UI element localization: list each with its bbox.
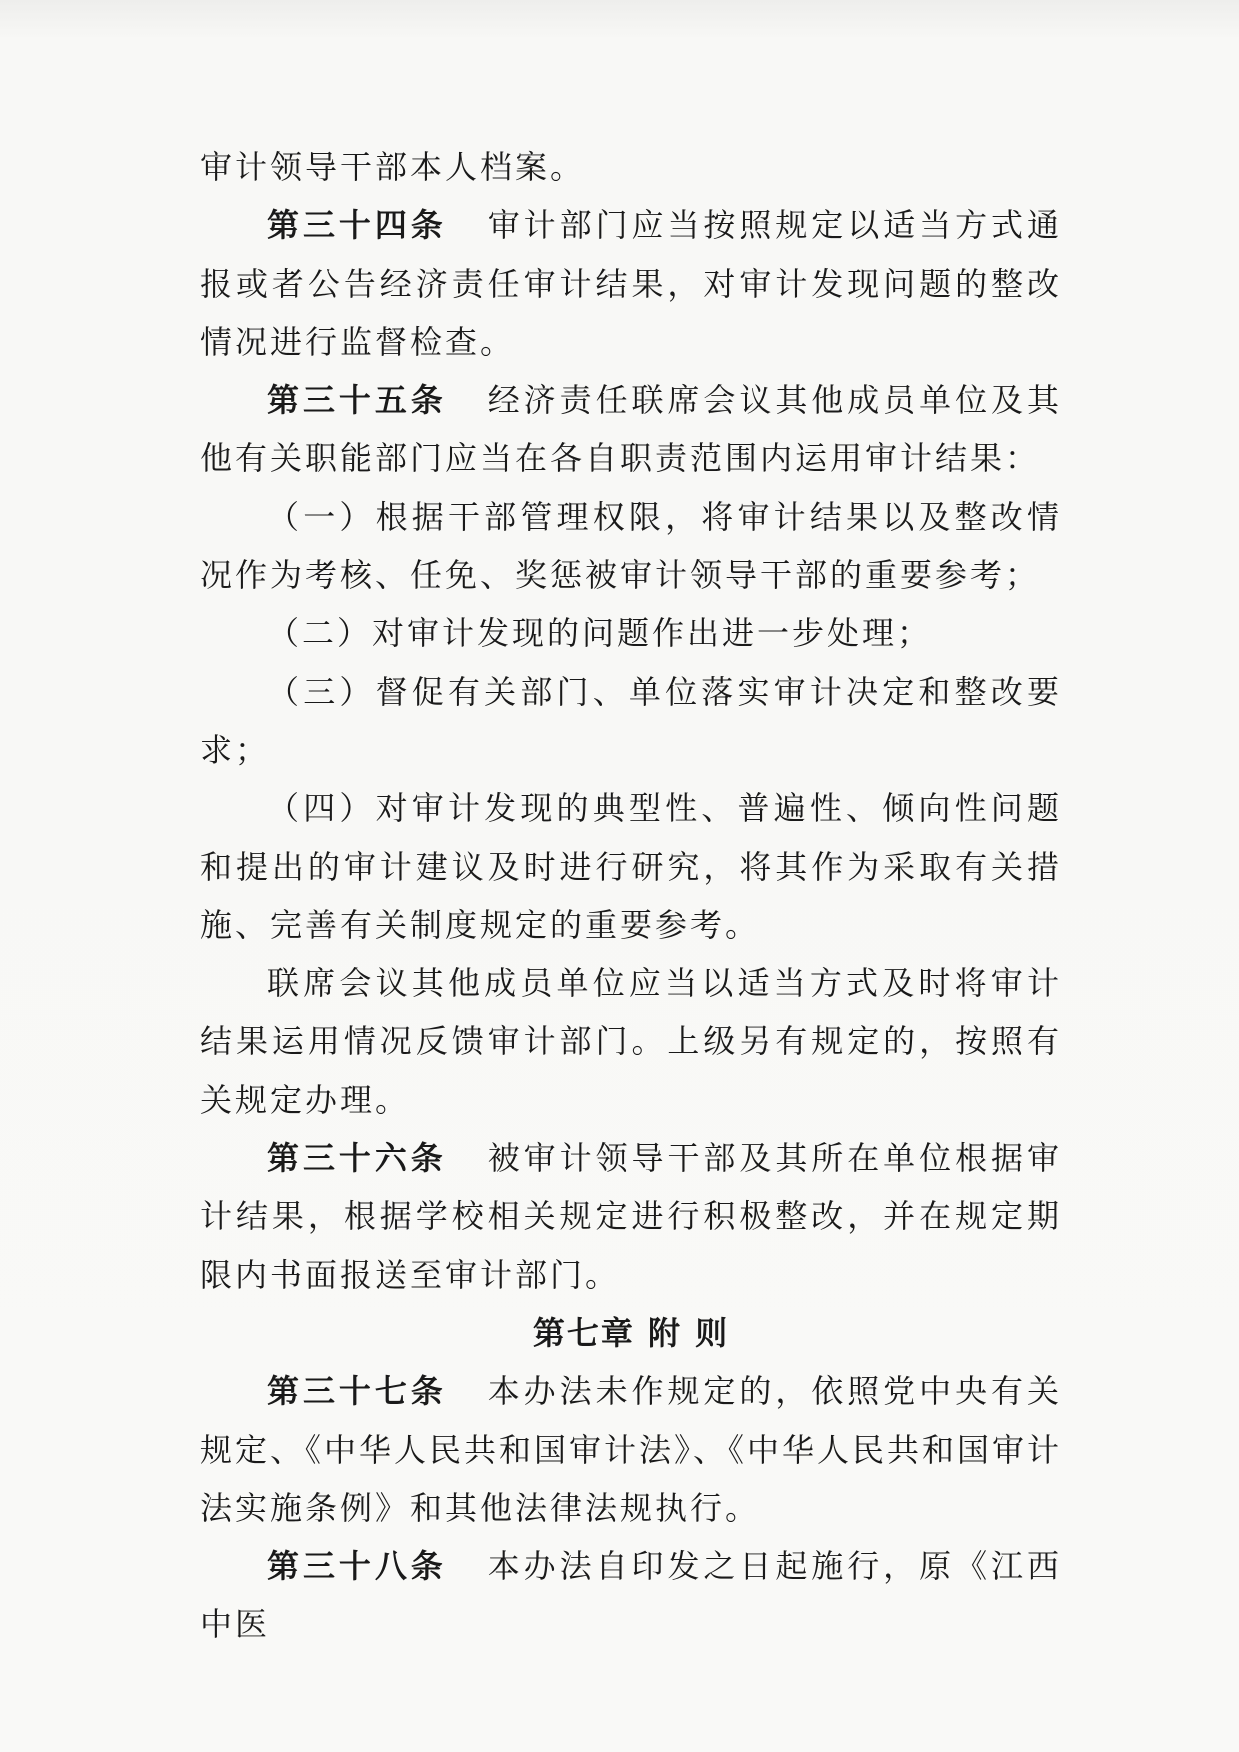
article-text: 被审计领导干部及其所在单位根据审计结果，根据学校相关规定进行积极整改，并在规定期限内书面报送至审计部门。 bbox=[200, 1139, 1062, 1294]
article-text: 本办法自印发之日起施行，原《江西中医 bbox=[200, 1547, 1062, 1644]
article-number: 第三十五条 bbox=[267, 381, 447, 420]
list-item-2: （二）对审计发现的问题作出进一步处理； bbox=[267, 614, 933, 653]
article-34 bbox=[200, 196, 1062, 371]
paragraph-continuation: 审计领导干部本人档案。 bbox=[200, 148, 586, 186]
document-body bbox=[200, 138, 1062, 1654]
paragraph-feedback: 联席会议其他成员单位应当以适当方式及时将审计结果运用情况反馈审计部门。上级另有规定的，按照有关规定办理。 bbox=[200, 964, 1062, 1119]
article-text: 经济责任联席会议其他成员单位及其他有关职能部门应当在各自职责范围内运用审计结果： bbox=[200, 381, 1062, 478]
article-number: 第三十七条 bbox=[267, 1372, 447, 1411]
list-item-4: （四）对审计发现的典型性、普遍性、倾向性问题和提出的审计建议及时进行研究，将其作为采取有关措施、完善有关制度规定的重要参考。 bbox=[200, 789, 1062, 944]
article-35 bbox=[200, 371, 1062, 488]
list-item-1: （一）根据干部管理权限，将审计结果以及整改情况作为考核、任免、奖惩被审计领导干部的重要参考； bbox=[200, 497, 1062, 595]
article-38 bbox=[200, 1537, 1062, 1654]
chapter-heading: 第七章 附 则 bbox=[532, 1313, 730, 1352]
article-number: 第三十四条 bbox=[267, 206, 447, 245]
article-number: 第三十八条 bbox=[267, 1547, 447, 1586]
article-text: 审计部门应当按照规定以适当方式通报或者公告经济责任审计结果，对审计发现问题的整改情况进行监督检查。 bbox=[200, 206, 1062, 361]
article-36 bbox=[200, 1129, 1062, 1304]
article-text: 本办法未作规定的，依照党中央有关规定、《中华人民共和国审计法》、《中华人民共和国审计法实施条例》和其他法律法规执行。 bbox=[200, 1372, 1063, 1527]
article-number: 第三十六条 bbox=[267, 1139, 447, 1178]
list-item-3: （三）督促有关部门、单位落实审计决定和整改要求； bbox=[200, 672, 1062, 769]
article-37 bbox=[200, 1362, 1062, 1537]
